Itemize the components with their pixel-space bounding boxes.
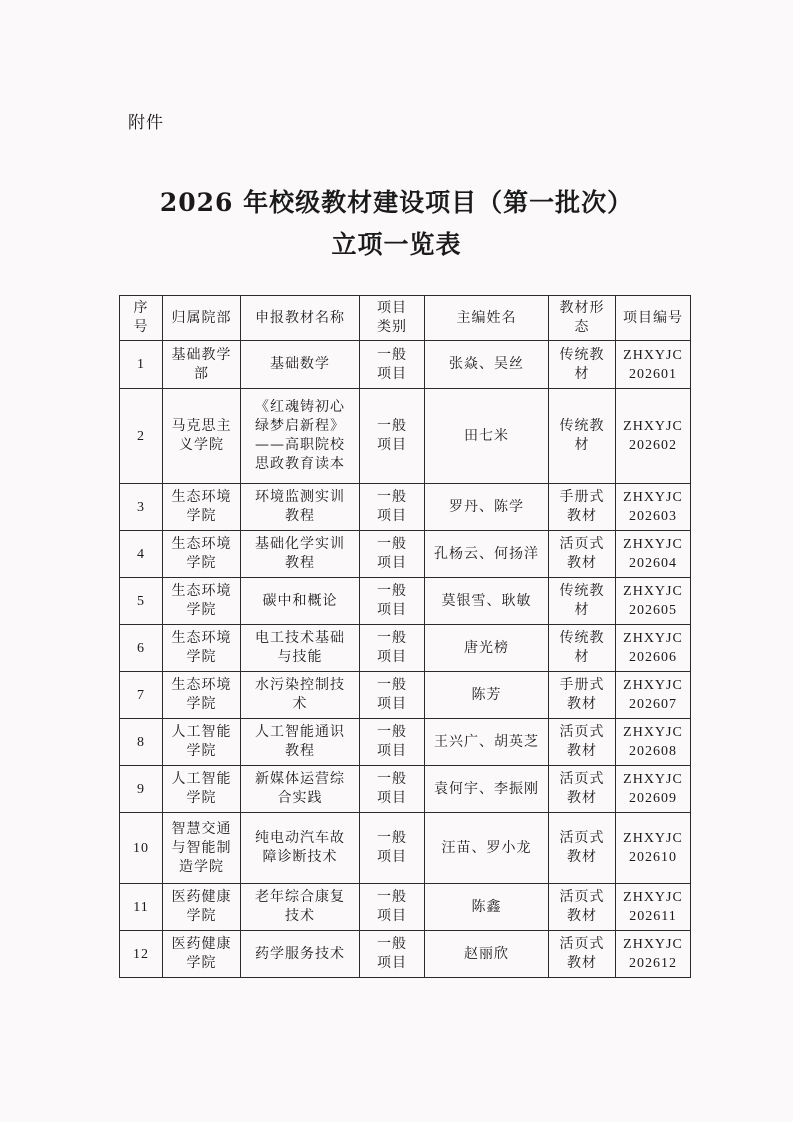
cell-index: 8 (120, 719, 163, 766)
header-index: 序 号 (120, 296, 163, 341)
cell-project-code: ZHXYJC 202611 (616, 884, 691, 931)
cell-category: 一般 项目 (360, 931, 425, 978)
cell-textbook-name: 老年综合康复 技术 (241, 884, 360, 931)
cell-textbook-name: 水污染控制技 术 (241, 672, 360, 719)
table-row (120, 625, 691, 672)
cell-form: 传统教 材 (549, 389, 616, 484)
project-list-table (119, 295, 691, 978)
cell-index: 5 (120, 578, 163, 625)
table-row (120, 719, 691, 766)
cell-editor: 袁何宇、李振刚 (425, 766, 549, 813)
cell-category: 一般 项目 (360, 578, 425, 625)
cell-category: 一般 项目 (360, 766, 425, 813)
document-title: 2026 年校级教材建设项目（第一批次） (159, 188, 634, 217)
cell-form: 活页式 教材 (549, 766, 616, 813)
cell-project-code: ZHXYJC 202610 (616, 813, 691, 884)
cell-category: 一般 项目 (360, 531, 425, 578)
cell-form: 手册式 教材 (549, 672, 616, 719)
cell-form: 手册式 教材 (549, 484, 616, 531)
cell-editor: 张焱、吴丝 (425, 341, 549, 389)
document-subtitle: 立项一览表 (331, 230, 462, 259)
table-row (120, 931, 691, 978)
cell-index: 4 (120, 531, 163, 578)
cell-textbook-name: 基础数学 (241, 341, 360, 389)
cell-project-code: ZHXYJC 202607 (616, 672, 691, 719)
table-header-row (120, 296, 691, 341)
table-row (120, 884, 691, 931)
cell-category: 一般 项目 (360, 341, 425, 389)
header-editor: 主编姓名 (425, 296, 549, 341)
cell-department: 智慧交通 与智能制 造学院 (163, 813, 241, 884)
cell-category: 一般 项目 (360, 625, 425, 672)
cell-index: 7 (120, 672, 163, 719)
cell-form: 传统教 材 (549, 341, 616, 389)
cell-department: 生态环境 学院 (163, 578, 241, 625)
cell-textbook-name: 基础化学实训 教程 (241, 531, 360, 578)
cell-form: 活页式 教材 (549, 813, 616, 884)
cell-index: 11 (120, 884, 163, 931)
cell-form: 传统教 材 (549, 578, 616, 625)
cell-department: 马克思主 义学院 (163, 389, 241, 484)
table-row (120, 389, 691, 484)
cell-textbook-name: 《红魂铸初心 绿梦启新程》 ——高职院校 思政教育读本 (241, 389, 360, 484)
cell-department: 人工智能 学院 (163, 719, 241, 766)
cell-project-code: ZHXYJC 202609 (616, 766, 691, 813)
cell-form: 活页式 教材 (549, 884, 616, 931)
cell-department: 生态环境 学院 (163, 672, 241, 719)
cell-editor: 陈芳 (425, 672, 549, 719)
header-category: 项目 类别 (360, 296, 425, 341)
cell-project-code: ZHXYJC 202612 (616, 931, 691, 978)
cell-project-code: ZHXYJC 202602 (616, 389, 691, 484)
cell-editor: 赵丽欣 (425, 931, 549, 978)
cell-editor: 田七米 (425, 389, 549, 484)
cell-project-code: ZHXYJC 202603 (616, 484, 691, 531)
cell-textbook-name: 碳中和概论 (241, 578, 360, 625)
header-form: 教材形 态 (549, 296, 616, 341)
table-row (120, 672, 691, 719)
table-row (120, 813, 691, 884)
cell-department: 医药健康 学院 (163, 931, 241, 978)
cell-index: 2 (120, 389, 163, 484)
cell-category: 一般 项目 (360, 719, 425, 766)
cell-editor: 孔杨云、何扬洋 (425, 531, 549, 578)
cell-textbook-name: 新媒体运营综 合实践 (241, 766, 360, 813)
cell-project-code: ZHXYJC 202605 (616, 578, 691, 625)
cell-textbook-name: 人工智能通识 教程 (241, 719, 360, 766)
cell-category: 一般 项目 (360, 884, 425, 931)
header-department: 归属院部 (163, 296, 241, 341)
cell-department: 生态环境 学院 (163, 484, 241, 531)
cell-category: 一般 项目 (360, 484, 425, 531)
cell-category: 一般 项目 (360, 672, 425, 719)
cell-form: 传统教 材 (549, 625, 616, 672)
cell-index: 12 (120, 931, 163, 978)
attachment-label: 附件 (128, 113, 164, 133)
cell-editor: 唐光榜 (425, 625, 549, 672)
cell-form: 活页式 教材 (549, 931, 616, 978)
cell-project-code: ZHXYJC 202608 (616, 719, 691, 766)
cell-textbook-name: 环境监测实训 教程 (241, 484, 360, 531)
cell-editor: 王兴广、胡英芝 (425, 719, 549, 766)
cell-department: 医药健康 学院 (163, 884, 241, 931)
cell-textbook-name: 药学服务技术 (241, 931, 360, 978)
cell-department: 基础教学 部 (163, 341, 241, 389)
cell-department: 生态环境 学院 (163, 531, 241, 578)
cell-index: 10 (120, 813, 163, 884)
header-textbook-name: 申报教材名称 (241, 296, 360, 341)
table-row (120, 341, 691, 389)
cell-project-code: ZHXYJC 202606 (616, 625, 691, 672)
cell-form: 活页式 教材 (549, 531, 616, 578)
cell-project-code: ZHXYJC 202604 (616, 531, 691, 578)
cell-project-code: ZHXYJC 202601 (616, 341, 691, 389)
table-row (120, 484, 691, 531)
cell-editor: 汪苗、罗小龙 (425, 813, 549, 884)
table-row (120, 531, 691, 578)
table-row (120, 766, 691, 813)
cell-index: 3 (120, 484, 163, 531)
header-project-code: 项目编号 (616, 296, 691, 341)
cell-department: 人工智能 学院 (163, 766, 241, 813)
cell-index: 6 (120, 625, 163, 672)
table-row (120, 578, 691, 625)
cell-index: 9 (120, 766, 163, 813)
cell-textbook-name: 纯电动汽车故 障诊断技术 (241, 813, 360, 884)
cell-category: 一般 项目 (360, 389, 425, 484)
cell-textbook-name: 电工技术基础 与技能 (241, 625, 360, 672)
cell-department: 生态环境 学院 (163, 625, 241, 672)
cell-editor: 陈鑫 (425, 884, 549, 931)
cell-category: 一般 项目 (360, 813, 425, 884)
cell-editor: 罗丹、陈学 (425, 484, 549, 531)
cell-index: 1 (120, 341, 163, 389)
cell-form: 活页式 教材 (549, 719, 616, 766)
cell-editor: 莫银雪、耿敏 (425, 578, 549, 625)
